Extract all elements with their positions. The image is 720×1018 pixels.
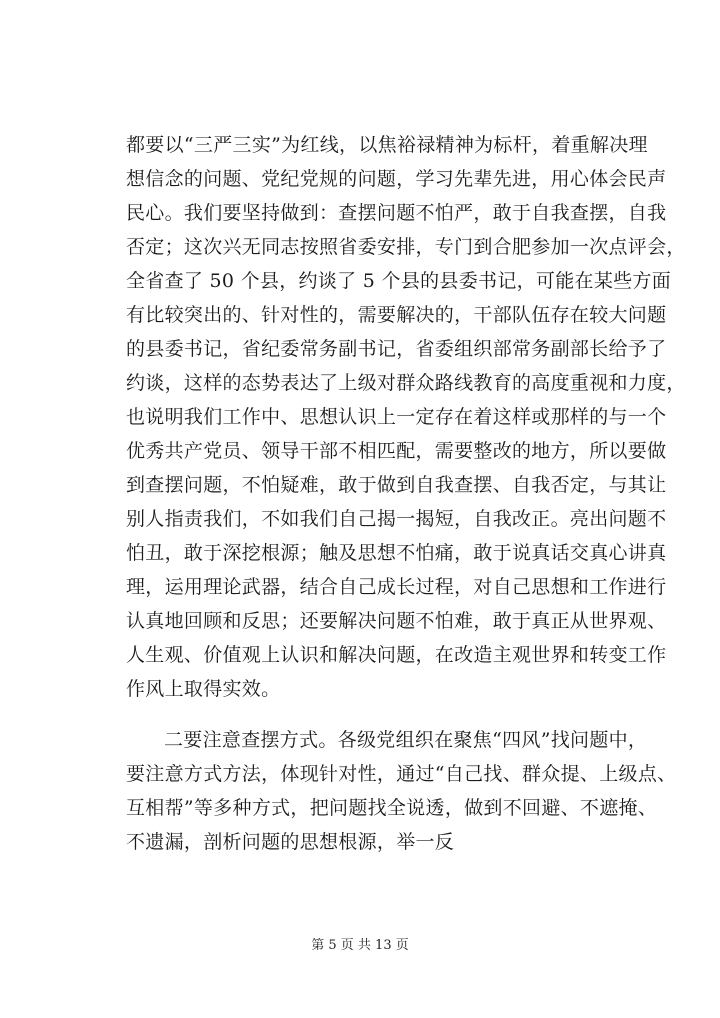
text-line: 都要以“三严三实”为红线，以焦裕禄精神为标杆，着重解决理	[126, 134, 648, 156]
text-line: 约谈，这样的态势表达了上级对群众路线教育的高度重视和力度，	[126, 372, 686, 394]
text-line: 也说明我们工作中、思想认识上一定存在着这样或那样的与一个	[126, 406, 667, 428]
text-line: 作风上取得实效。	[126, 678, 281, 700]
text-line: 别人指责我们，不如我们自己揭一揭短，自我改正。亮出问题不	[126, 508, 667, 530]
text-line: 不遗漏，剖析问题的思想根源，举一反	[126, 831, 455, 853]
body-text	[126, 128, 686, 859]
text-line: 到查摆问题，不怕疑难，敢于做到自我查摆、自我否定，与其让	[126, 474, 667, 496]
text-line: 理，运用理论武器，结合自己成长过程，对自己思想和工作进行	[126, 576, 667, 598]
paragraph-2	[126, 723, 677, 859]
text-line: 想信念的问题、党纪党规的问题，学习先辈先进，用心体会民声	[126, 168, 667, 190]
text-line: 的县委书记，省纪委常务副书记，省委组织部常务副部长给予了	[126, 338, 667, 360]
paragraph-1	[126, 128, 686, 706]
text-line: 优秀共产党员、领导干部不相匹配，需要整改的地方，所以要做	[126, 440, 667, 462]
text-line: 二要注意查摆方式。各级党组织在聚焦“四风”找问题中，	[164, 729, 648, 751]
paragraph-gap	[126, 706, 646, 723]
text-line: 认真地回顾和反思；还要解决问题不怕难，敢于真正从世界观、	[126, 610, 667, 632]
text-line: 有比较突出的、针对性的，需要解决的，干部队伍存在较大问题	[126, 304, 667, 326]
text-line: 全省查了 50 个县，约谈了 5 个县的县委书记，可能在某些方面	[126, 270, 672, 292]
text-line: 要注意方式方法，体现针对性，通过“自己找、群众提、上级点、	[126, 763, 677, 785]
page-number-footer: 第 5 页 共 13 页	[311, 938, 409, 953]
text-line: 怕丑，敢于深挖根源；触及思想不怕痛，敢于说真话交真心讲真	[126, 542, 667, 564]
text-line: 民心。我们要坚持做到：查摆问题不怕严，敢于自我查摆，自我	[126, 202, 667, 224]
text-line: 人生观、价值观上认识和解决问题，在改造主观世界和转变工作	[126, 644, 667, 666]
text-line: 互相帮”等多种方式，把问题找全说透，做到不回避、不遮掩、	[126, 797, 658, 819]
text-line: 否定；这次兴无同志按照省委安排，专门到合肥参加一次点评会，	[126, 236, 686, 258]
